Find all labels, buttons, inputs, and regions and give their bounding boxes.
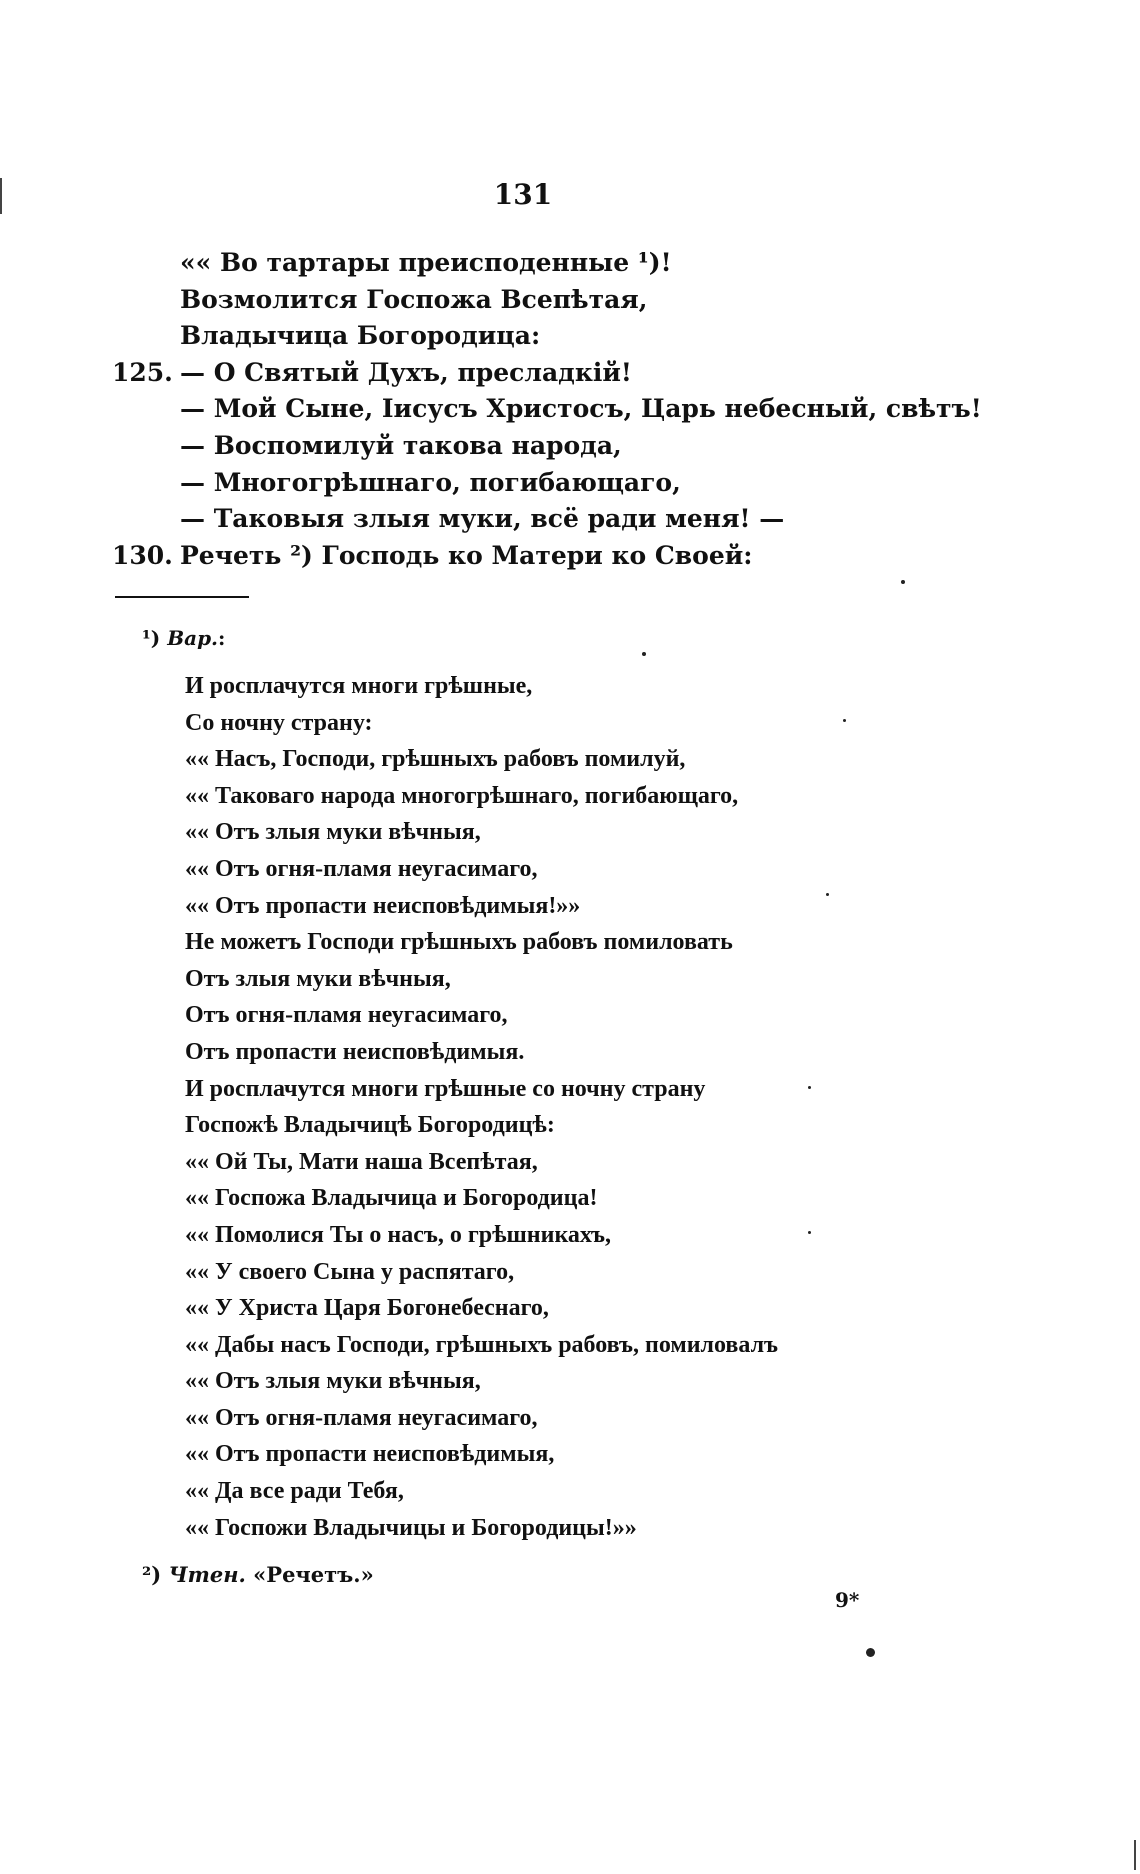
variant-line: «« Отъ огня-пламя неугасимаго, (185, 1404, 538, 1431)
variant-line: «« Помолися Ты о насъ, о грѣшникахъ, (185, 1221, 611, 1248)
footnote-1-marker: ¹) (142, 626, 161, 650)
variant-line: «« Госпожа Владычица и Богородица! (185, 1185, 598, 1212)
variant-line: «« Насъ, Господи, грѣшныхъ рабовъ помилуй, (185, 746, 686, 773)
footnote-2 (142, 1562, 374, 1587)
ink-speck (642, 652, 646, 656)
footnote-1-heading (142, 626, 225, 650)
ink-speck (808, 1231, 811, 1234)
verse-text: Речеть ²) Господь ко Матери ко Своей: (180, 540, 753, 570)
verse-text: — Мой Сыне, Іисусъ Христосъ, Царь небесный, свѣтъ! (180, 394, 982, 424)
verse-text: Возмолится Госпожа Всепѣтая, (180, 284, 648, 314)
variant-line: Отъ злыя муки вѣчныя, (185, 965, 451, 992)
variant-line: «« У Христа Царя Богонебеснаго, (185, 1295, 549, 1322)
variant-text-block (185, 668, 778, 1546)
page-edge-mark (1134, 1840, 1136, 1870)
variant-line: «« Таковаго народа многогрѣшнаго, погибающаго, (185, 782, 739, 809)
ink-speck (866, 1648, 875, 1657)
footnote-2-label: Чтен. (168, 1562, 246, 1587)
variant-line: «« Ой Ты, Мати наша Всепѣтая, (185, 1148, 538, 1175)
ink-speck (826, 893, 829, 896)
ink-speck (808, 1086, 811, 1089)
verse-text: Владычица Богородица: (180, 321, 541, 351)
verse-number: 125. (112, 357, 173, 387)
variant-line: «« У своего Сына у распятаго, (185, 1258, 515, 1285)
verse-text: — О Святый Духъ, пресладкій! (180, 357, 632, 387)
ink-speck (843, 719, 846, 722)
variant-line: «« Да все ради Тебя, (185, 1478, 404, 1505)
variant-line: «« Отъ огня-пламя неугасимаго, (185, 855, 538, 882)
variant-line: Госпожѣ Владычицѣ Богородицѣ: (185, 1112, 555, 1139)
footnote-separator (115, 596, 249, 598)
variant-line: И росплачутся многи грѣшные, (185, 673, 533, 699)
page-edge-mark (0, 178, 2, 214)
footnote-2-marker: ²) (142, 1562, 162, 1587)
variant-line: «« Отъ злыя муки вѣчныя, (185, 1368, 481, 1395)
variant-line: «« Отъ пропасти неисповѣдимыя!»» (185, 892, 581, 919)
footnote-1-suffix: : (218, 626, 226, 650)
variant-line: Отъ пропасти неисповѣдимыя. (185, 1038, 525, 1065)
footnote-1-label: Вар. (167, 626, 219, 650)
verse-number: 130. (112, 540, 173, 570)
verse-text: «« Во тартары преисподенные ¹)! (180, 248, 672, 277)
footnote-2-text: «Речетъ.» (253, 1562, 374, 1587)
verse-text: — Многогрѣшнаго, погибающаго, (180, 467, 681, 497)
variant-line: «« Госпожи Владычицы и Богородицы!»» (185, 1514, 637, 1541)
variant-line: «« Отъ пропасти неисповѣдимыя, (185, 1441, 555, 1468)
verse-text: — Таковыя злыя муки, всё ради меня! — (180, 504, 785, 534)
variant-line: «« Отъ злыя муки вѣчныя, (185, 819, 481, 846)
variant-line: Со ночну страну: (185, 709, 373, 736)
ink-speck (901, 580, 905, 584)
signature-mark: 9* (835, 1588, 860, 1612)
variant-line: И росплачутся многи грѣшные со ночну страну (185, 1075, 706, 1102)
variant-line: Не можетъ Господи грѣшныхъ рабовъ помиловать (185, 929, 733, 956)
verse-text: — Воспомилуй такова народа, (180, 430, 622, 460)
page-number: 131 (493, 178, 553, 211)
variant-line: «« Дабы насъ Господи, грѣшныхъ рабовъ, помиловалъ (185, 1331, 779, 1358)
variant-line: Отъ огня-пламя неугасимаго, (185, 1002, 508, 1029)
